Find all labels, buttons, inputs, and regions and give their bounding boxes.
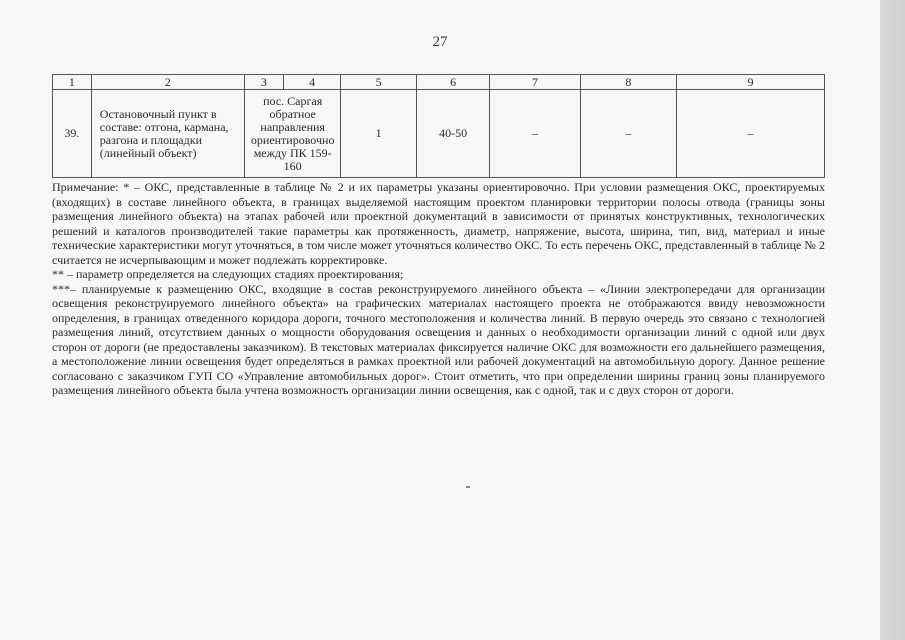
- note-paragraph-2: ** – параметр определяется на следующих стадиях проектирования;: [52, 267, 404, 281]
- header-cell-4: 4: [283, 75, 341, 90]
- objects-table: [52, 74, 825, 178]
- page-edge: [880, 0, 905, 640]
- header-cell-9: 9: [677, 75, 825, 90]
- object-location: пос. Саргая обратное направления ориентировочно между ПК 159-160: [244, 90, 340, 178]
- cell-7: –: [490, 90, 580, 178]
- scan-speck: [466, 486, 470, 488]
- table-header-row: [53, 75, 825, 90]
- header-cell-2: 2: [91, 75, 244, 90]
- cell-5: 1: [341, 90, 417, 178]
- object-name: Остановочный пункт в составе: отгона, кармана, разгона и площадки (линейный объект): [91, 90, 244, 178]
- cell-6: 40-50: [416, 90, 489, 178]
- note-paragraph-3: ***– планируемые к размещению ОКС, входящие в состав реконструируемого линейного объекта – «Линии электропередачи для организации освещения реконструируемого линейного объекта» на графических материалах настоящего проекта не отображаются ввиду невозможности определения, в границах отведенного коридора дороги, точного местоположения и количества линий. В первую очередь это связано с технологией размещения линий, отсутствием данных о мощности оборудования освещения и данных о необходимости организации линий с одной или двух сторон от дороги (не предоставлены заказчиком). В текстовых материалах фиксируется наличие ОКС для возможности его дальнейшего размещения, а местоположение линии освещения будет определяться в рамках проектной или рабочей документаций на автомобильную дорогу. Данное решение согласовано с заказчиком ГУП СО «Управление автомобильных дорог». Стоит отметить, что при определении ширины границ зоны планируемого размещения линейного объекта была учтена возможность организации линии освещения, как с одной, так и с двух сторон от дороги.: [52, 281, 825, 397]
- row-number: 39.: [53, 90, 92, 178]
- notes-block: [52, 180, 825, 398]
- note-paragraph-1: Примечание: * – ОКС, представленные в таблице № 2 и их параметры указаны ориентировочно. При условии размещения ОКС, проектируемых (входящих) в составе линейного объекта, в границах выделяемой настоящим проектом планировки территории полосы отвода (границы зоны размещения линейного объекта) на этапах рабочей или проектной документаций в зависимости от принятых конструктивных, технологических решений и каталогов производителей такие параметры как протяженность, диаметр, напряжение, высота, ширина, тип, вид, материал и иные технические характеристики могут уточняться, в том числе может уточняться количество ОКС. То есть перечень ОКС, представленный в таблице № 2 считается не исчерпывающим и может подлежать корректировке.: [52, 180, 825, 267]
- header-cell-3: 3: [244, 75, 283, 90]
- header-cell-8: 8: [580, 75, 677, 90]
- header-cell-7: 7: [490, 75, 580, 90]
- header-cell-5: 5: [341, 75, 417, 90]
- page-number: 27: [432, 34, 448, 50]
- table-row: [53, 90, 825, 178]
- header-cell-1: 1: [53, 75, 92, 90]
- header-cell-6: 6: [416, 75, 489, 90]
- cell-8: –: [580, 90, 677, 178]
- cell-9: –: [677, 90, 825, 178]
